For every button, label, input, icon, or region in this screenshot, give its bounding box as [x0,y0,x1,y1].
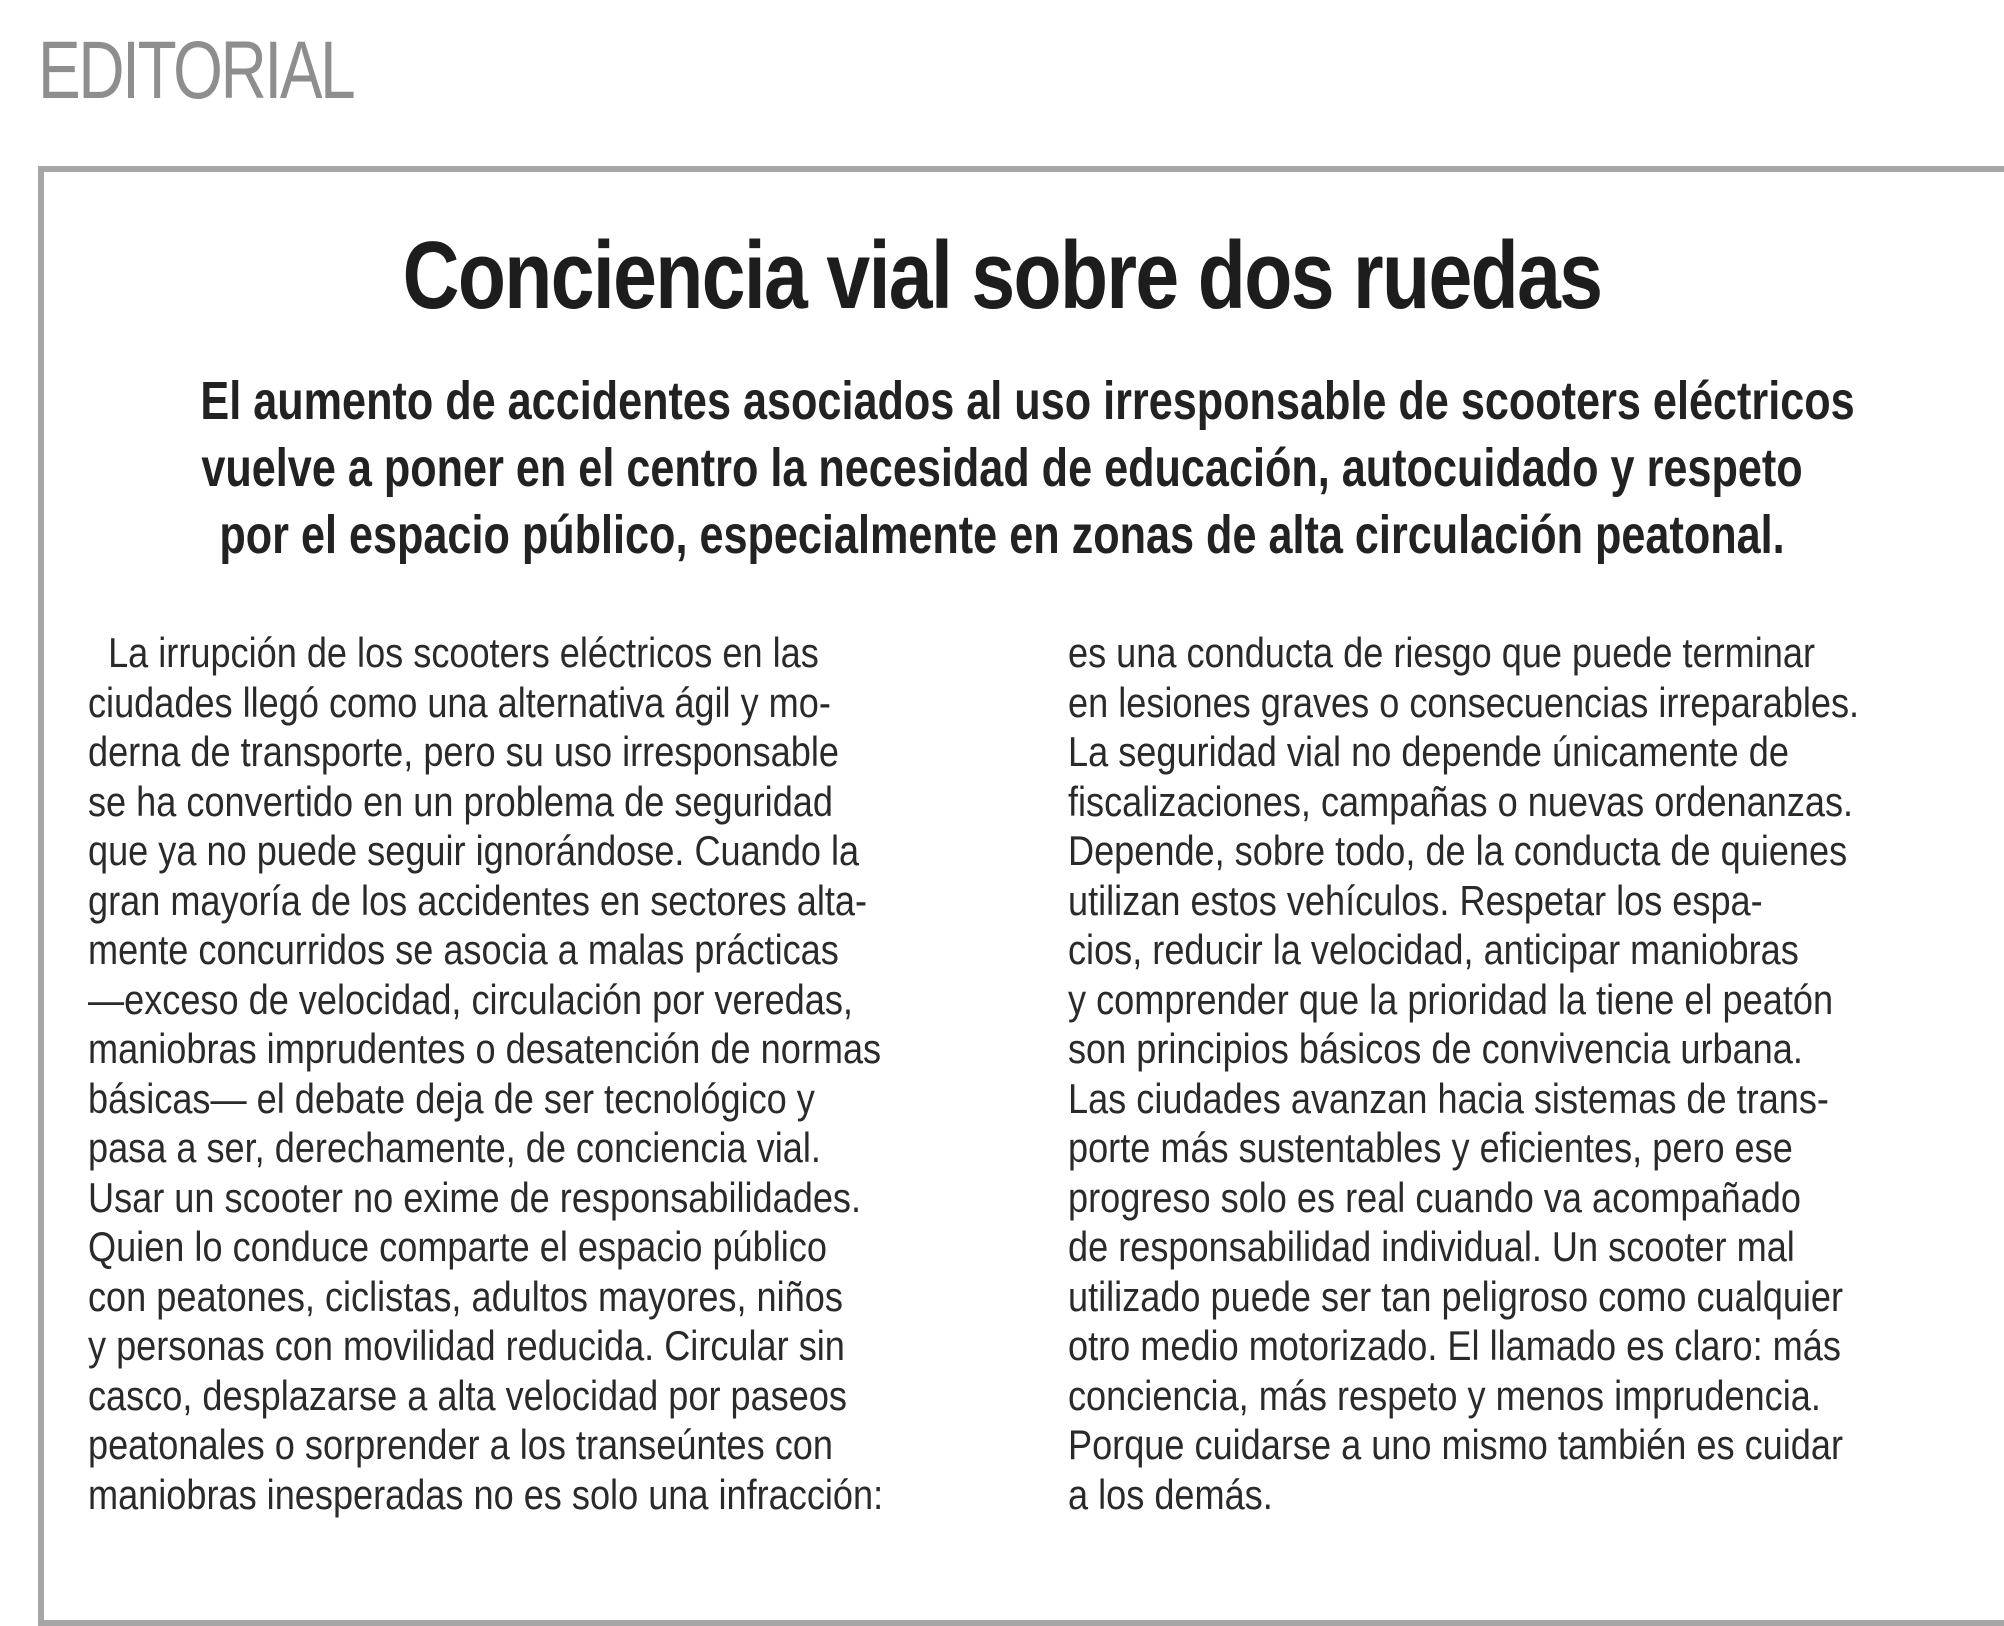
body-line: Quien lo conduce comparte el espacio público [88,1223,827,1270]
body-line: casco, desplazarse a alta velocidad por paseos [88,1371,847,1419]
body-line: y comprender que la prioridad la tiene el peatón [1068,975,1834,1023]
body-line: derna de transporte, pero su uso irresponsable [88,728,839,775]
body-column-left [88,628,978,1519]
body-line: utilizan estos vehículos. Respetar los espa- [1068,876,1763,924]
body-line: Las ciudades avanzan hacia sistemas de trans- [1068,1074,1829,1122]
body-line: Porque cuidarse a uno mismo también es cuidar [1068,1421,1843,1468]
body-line: a los demás. [1068,1470,1273,1518]
body-line: gran mayoría de los accidentes en sectores alta- [88,876,867,924]
body-line: utilizado puede ser tan peligroso como cualquier [1068,1272,1844,1320]
deck-line: El aumento de accidentes asociados al uso irresponsable de scooters eléctricos [200,371,1855,431]
deck [0,368,2004,569]
deck-line: vuelve a poner en el centro la necesidad de educación, autocuidado y respeto [201,438,1803,498]
headline: Conciencia vial sobre dos ruedas [402,222,1602,329]
body-line: en lesiones graves o consecuencias irreparables. [1068,678,1860,726]
body-line: maniobras imprudentes o desatención de normas [88,1025,882,1072]
body-line: ciudades llegó como una alternativa ágil y mo- [88,678,831,726]
body-line: se ha convertido en un problema de seguridad [88,777,833,825]
body-line: porte más sustentables y eficientes, pero ese [1068,1124,1793,1171]
body-line: peatonales o sorprender a los transeúntes con [88,1421,833,1468]
body-line: mente concurridos se asocia a malas prácticas [88,926,839,973]
body-line: y personas con movilidad reducida. Circular sin [88,1322,845,1369]
body-line: maniobras inesperadas no es solo una infracción: [88,1470,884,1518]
section-label: EDITORIAL [38,25,354,116]
body-column-right [1068,628,1958,1519]
body-line: —exceso de velocidad, circulación por veredas, [88,975,853,1023]
body-line: con peatones, ciclistas, adultos mayores, niños [88,1272,843,1320]
body-line: son principios básicos de convivencia urbana. [1068,1025,1803,1072]
body-line: que ya no puede seguir ignorándose. Cuando la [88,827,860,874]
body-line: Usar un scooter no exime de responsabilidades. [88,1173,862,1221]
body-line: otro medio motorizado. El llamado es claro: más [1068,1322,1841,1369]
body-line: de responsabilidad individual. Un scooter mal [1068,1223,1795,1270]
body-line: conciencia, más respeto y menos imprudencia. [1068,1371,1821,1419]
deck-line: por el espacio público, especialmente en zonas de alta circulación peatonal. [219,505,1785,565]
body-line: básicas— el debate deja de ser tecnológico y [88,1074,815,1122]
body-line: La irrupción de los scooters eléctricos en las [88,629,819,676]
body-line: es una conducta de riesgo que puede terminar [1068,629,1815,676]
body-line: La seguridad vial no depende únicamente de [1068,728,1789,775]
body-line: fiscalizaciones, campañas o nuevas ordenanzas. [1068,777,1854,825]
body-line: progreso solo es real cuando va acompañado [1068,1173,1801,1221]
body-line: pasa a ser, derechamente, de conciencia vial. [88,1124,821,1171]
body-line: Depende, sobre todo, de la conducta de quienes [1068,827,1848,874]
body-line: cios, reducir la velocidad, anticipar maniobras [1068,926,1799,973]
